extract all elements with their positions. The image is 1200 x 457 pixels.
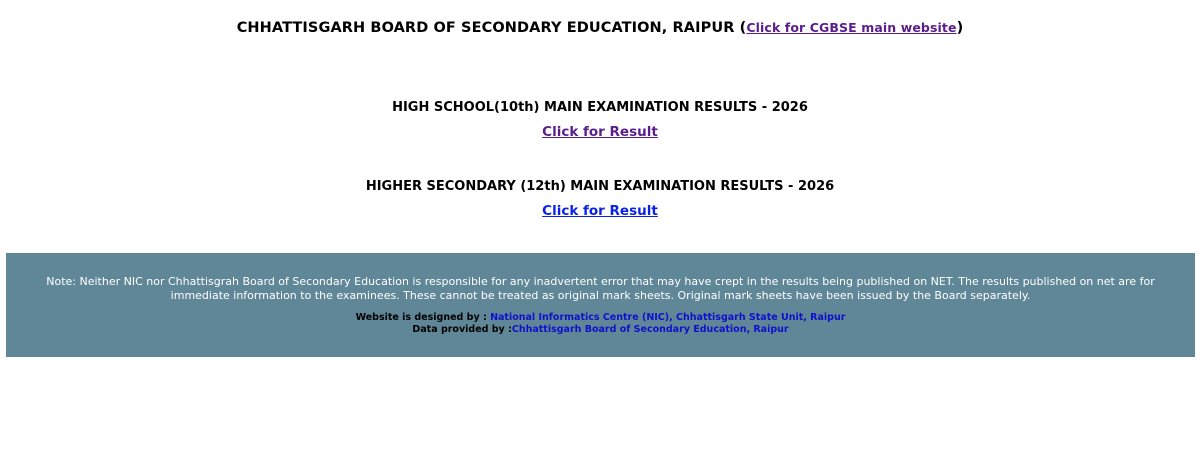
data-provided-by-line — [6, 324, 1195, 336]
higher-secondary-results-section — [0, 178, 1200, 220]
designed-by-label: Website is designed by : — [355, 312, 491, 323]
close-paren: ) — [956, 20, 964, 36]
credits — [6, 312, 1195, 336]
page-header — [0, 20, 1200, 36]
designed-by-line — [6, 312, 1195, 324]
data-provided-by-label: Data provided by : — [412, 324, 512, 335]
high-school-results-section — [0, 99, 1200, 141]
cgbse-link[interactable]: Chhattisgarh Board of Secondary Education, Raipur — [511, 324, 789, 335]
high-school-results-title: HIGH SCHOOL(10th) MAIN EXAMINATION RESULTS - 2026 — [392, 100, 808, 115]
footer-panel — [6, 253, 1195, 357]
high-school-result-link[interactable]: Click for Result — [542, 124, 658, 140]
higher-secondary-results-title: HIGHER SECONDARY (12th) MAIN EXAMINATION RESULTS - 2026 — [365, 179, 835, 194]
open-paren: ( — [739, 20, 747, 36]
main-website-link[interactable]: Click for CGBSE main website — [746, 20, 957, 35]
page-title: CHHATTISGARH BOARD OF SECONDARY EDUCATION, RAIPUR — [236, 20, 735, 36]
nic-link[interactable]: National Informatics Centre (NIC), Chhattisgarh State Unit, Raipur — [490, 312, 846, 323]
disclaimer-note: Note: Neither NIC nor Chhattisgrah Board of Secondary Education is responsible for any inadvertent error that may have crept in the results being published on NET. The results published on net are for immediate information to the examinees. These cannot be treated as original mark sheets. Original mark sheets have been issued by the Board separately. — [46, 275, 1155, 302]
higher-secondary-result-link[interactable]: Click for Result — [542, 203, 658, 219]
